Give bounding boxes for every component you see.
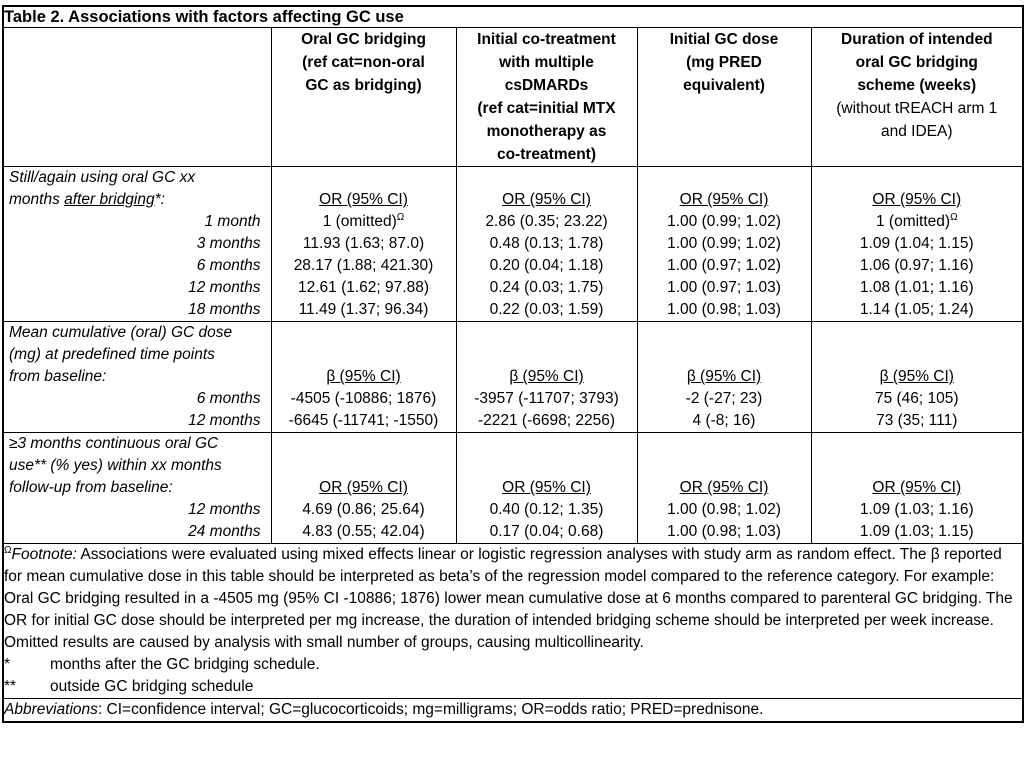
spacer <box>457 433 637 455</box>
header-line: (without tREACH arm 1 <box>836 100 998 117</box>
footnote-star2-text: outside GC bridging schedule <box>50 678 254 695</box>
label-underlined-text: after bridging <box>64 191 155 208</box>
spacer <box>272 322 456 344</box>
header-line: co-treatment) <box>496 146 597 163</box>
spacer <box>638 344 811 366</box>
label-text: months <box>9 191 65 208</box>
omega-superscript: Ω <box>4 544 12 556</box>
cell-value: 1.00 (0.98; 1.03) <box>667 301 781 318</box>
spacer <box>272 455 456 477</box>
section-label-line: follow-up from baseline: <box>9 479 173 496</box>
spacer <box>812 167 1023 189</box>
cell-value: 1.00 (0.98; 1.02) <box>667 501 781 518</box>
spacer <box>457 455 637 477</box>
label-text: *: <box>154 191 165 208</box>
stat-header: β (95% CI) <box>686 368 762 385</box>
stat-header: β (95% CI) <box>509 368 584 385</box>
cell-value: 1.14 (1.05; 1.24) <box>859 301 974 318</box>
footnote-star1 <box>4 654 1022 676</box>
header-line: csDMARDs <box>504 77 589 94</box>
cell-value <box>272 211 456 233</box>
section-label-cell <box>3 322 271 433</box>
data-cell-oral-gc-bridging <box>271 322 456 433</box>
data-cell-initial-cotreatment <box>456 322 637 433</box>
cell-value: 1.00 (0.99; 1.02) <box>667 235 781 252</box>
omega-superscript: Ω <box>396 211 405 223</box>
footnote-star1-text: months after the GC bridging schedule. <box>50 656 320 673</box>
cell-value: -3957 (-11707; 3793) <box>474 390 619 407</box>
header-line: oral GC bridging <box>855 54 978 71</box>
spacer <box>272 433 456 455</box>
cell-value: -4505 (-10886; 1876) <box>290 390 437 407</box>
header-line: (ref cat=non-oral <box>302 54 425 71</box>
cell-value: 11.49 (1.37; 96.34) <box>298 301 429 318</box>
spacer <box>272 344 456 366</box>
section-label-cell <box>3 433 271 544</box>
col-header-initial-gc-dose <box>637 28 811 167</box>
abbreviations-cell <box>3 699 1023 723</box>
cell-value: 28.17 (1.88; 421.30) <box>293 257 434 274</box>
abbreviations-row <box>3 699 1023 723</box>
cell-value: 0.48 (0.13; 1.78) <box>489 235 604 252</box>
section-label-line: use** (% yes) within xx months <box>9 457 222 474</box>
omega-superscript: Ω <box>950 211 958 223</box>
value-text: 1 (omitted) <box>875 213 951 230</box>
cell-value: -2 (-27; 23) <box>685 390 763 407</box>
cell-value: 4 (-8; 16) <box>692 412 756 429</box>
cell-value: 1.09 (1.03; 1.16) <box>859 501 974 518</box>
stat-header: β (95% CI) <box>879 368 954 385</box>
header-line: monotherapy as <box>486 123 607 140</box>
stat-header: OR (95% CI) <box>319 191 408 208</box>
cell-value: 1.09 (1.03; 1.15) <box>859 523 974 540</box>
cell-value: 0.20 (0.04; 1.18) <box>489 257 604 274</box>
abbreviations-text: : CI=confidence interval; GC=glucocorticoids; mg=milligrams; OR=odds ratio; PRED=prednisone. <box>97 701 764 718</box>
data-cell-duration-bridging <box>811 167 1023 322</box>
abbreviations-label: Abbreviations <box>4 701 98 718</box>
row-label: 6 months <box>196 257 261 274</box>
stat-header: OR (95% CI) <box>872 191 962 208</box>
title-row <box>3 6 1023 28</box>
stat-header: OR (95% CI) <box>679 479 769 496</box>
section-label-line: Still/again using oral GC xx <box>9 169 196 186</box>
data-cell-initial-gc-dose <box>637 167 811 322</box>
col-header-oral-gc-bridging <box>271 28 456 167</box>
cell-value: 1.00 (0.99; 1.02) <box>667 213 781 230</box>
spacer <box>812 433 1023 455</box>
spacer <box>638 433 811 455</box>
header-line: Oral GC bridging <box>301 31 426 48</box>
asterisk-symbol: * <box>4 656 11 673</box>
row-label: 6 months <box>196 390 261 407</box>
footnote-paragraph <box>4 544 1022 632</box>
row-label: 1 month <box>204 213 261 230</box>
cell-value: 1.09 (1.04; 1.15) <box>859 235 974 252</box>
stat-header: β (95% CI) <box>326 368 401 385</box>
header-line: GC as bridging) <box>305 77 422 94</box>
cell-value: 0.40 (0.12; 1.35) <box>489 501 604 518</box>
header-line: Initial co-treatment <box>477 31 616 48</box>
spacer <box>812 344 1023 366</box>
cell-value: 1.08 (1.01; 1.16) <box>859 279 974 296</box>
spacer <box>457 167 637 189</box>
cell-value <box>812 211 1023 233</box>
stat-header: OR (95% CI) <box>872 479 962 496</box>
footnote-star2 <box>4 676 1022 698</box>
section-label-line: (mg) at predefined time points <box>9 346 215 363</box>
cell-value: 1.00 (0.97; 1.02) <box>667 257 781 274</box>
stat-header: OR (95% CI) <box>502 479 591 496</box>
table-title: Table 2. Associations with factors affecting GC use <box>3 6 1023 28</box>
spacer <box>272 167 456 189</box>
row-label: 24 months <box>188 523 261 540</box>
table2 <box>2 5 1024 723</box>
spacer <box>457 322 637 344</box>
cell-value: 1.00 (0.97; 1.03) <box>667 279 781 296</box>
section-label-line <box>4 189 271 211</box>
cell-value: -6645 (-11741; -1550) <box>288 412 439 429</box>
stat-header: OR (95% CI) <box>502 191 591 208</box>
value-text: 1 (omitted) <box>322 213 397 230</box>
data-cell-oral-gc-bridging <box>271 433 456 544</box>
spacer <box>812 322 1023 344</box>
cell-value: 75 (46; 105) <box>874 390 959 407</box>
header-line: (mg PRED <box>686 54 762 71</box>
header-line: (ref cat=initial MTX <box>477 100 616 117</box>
section-label-line: ≥3 months continuous oral GC <box>9 435 219 452</box>
header-line: equivalent) <box>683 77 765 94</box>
data-cell-initial-gc-dose <box>637 433 811 544</box>
section-still-using-gc <box>3 167 1023 322</box>
cell-value: 4.69 (0.86; 25.64) <box>302 501 425 518</box>
row-label: 12 months <box>188 279 261 296</box>
cell-value: 12.61 (1.62; 97.88) <box>298 279 429 296</box>
footnote-body: Associations were evaluated using mixed effects linear or logistic regression analyses with study arm as random effect. The β reported for mean cumulative dose in this table should be interpreted as beta’s of the regression model compared to the reference category. For example: Oral GC bridging resulted in a -4505 mg (95% CI -10886; 1876) lower mean cumulative dose at 6 months compared to parenteral GC bridging. The OR for initial GC dose should be interpreted per mg increase, the duration of intended bridging scheme should be interpreted per week increase. <box>4 546 1013 629</box>
section-label-cell <box>3 167 271 322</box>
cell-value: 2.86 (0.35; 23.22) <box>485 213 608 230</box>
spacer <box>638 167 811 189</box>
cell-value: 1.06 (0.97; 1.16) <box>859 257 974 274</box>
header-line: scheme (weeks) <box>857 77 977 94</box>
data-cell-oral-gc-bridging <box>271 167 456 322</box>
double-asterisk-symbol: ** <box>4 678 17 695</box>
row-label: 18 months <box>188 301 261 318</box>
col-header-duration-bridging <box>811 28 1023 167</box>
footnote-cell <box>3 544 1023 699</box>
section-label-line: from baseline: <box>9 368 107 385</box>
data-cell-duration-bridging <box>811 433 1023 544</box>
section-mean-cumulative-dose <box>3 322 1023 433</box>
stat-header: OR (95% CI) <box>319 479 408 496</box>
header-line: and IDEA) <box>881 123 953 140</box>
header-line: Initial GC dose <box>669 31 779 48</box>
cell-value: 0.22 (0.03; 1.59) <box>489 301 604 318</box>
section-label-line: Mean cumulative (oral) GC dose <box>9 324 233 341</box>
stat-header: OR (95% CI) <box>679 191 769 208</box>
spacer <box>638 455 811 477</box>
spacer <box>457 344 637 366</box>
header-line: with multiple <box>499 54 594 71</box>
header-row <box>3 28 1023 167</box>
row-label: 12 months <box>188 412 261 429</box>
cell-value: -2221 (-6698; 2256) <box>477 412 615 429</box>
col-header-initial-cotreatment <box>456 28 637 167</box>
cell-value: 4.83 (0.55; 42.04) <box>302 523 425 540</box>
footnote-row <box>3 544 1023 699</box>
col-header-empty <box>3 28 271 167</box>
header-line: Duration of intended <box>841 31 993 48</box>
row-label: 12 months <box>188 501 261 518</box>
footnote-label: Footnote: <box>11 546 77 563</box>
data-cell-initial-cotreatment <box>456 167 637 322</box>
footnote-omitted: Omitted results are caused by analysis with small number of groups, causing multicollinearity. <box>4 634 644 651</box>
row-label: 3 months <box>196 235 261 252</box>
cell-value: 11.93 (1.63; 87.0) <box>302 235 425 252</box>
cell-value: 0.24 (0.03; 1.75) <box>489 279 604 296</box>
spacer <box>812 455 1023 477</box>
cell-value: 1.00 (0.98; 1.03) <box>667 523 781 540</box>
spacer <box>638 322 811 344</box>
data-cell-duration-bridging <box>811 322 1023 433</box>
section-continuous-gc-use <box>3 433 1023 544</box>
data-cell-initial-cotreatment <box>456 433 637 544</box>
data-cell-initial-gc-dose <box>637 322 811 433</box>
cell-value: 0.17 (0.04; 0.68) <box>489 523 604 540</box>
cell-value: 73 (35; 111) <box>876 412 958 429</box>
